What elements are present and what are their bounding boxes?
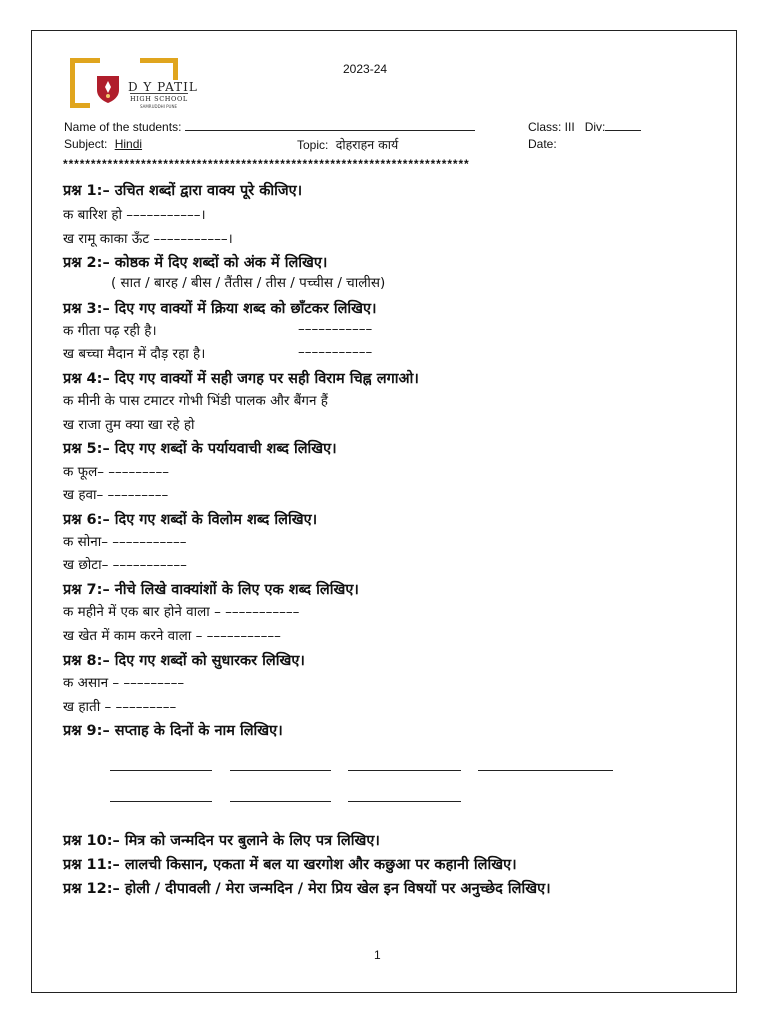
- school-location: SAMRUDDHI PUNE: [140, 104, 177, 109]
- q6-item-b: ख छोटा– –––––––––––: [63, 557, 187, 573]
- school-subtitle: HIGH SCHOOL: [130, 95, 188, 103]
- q4-item-a: क मीनी के पास टमाटर गोभी भिंडी पालक और बैंगन हैं: [63, 393, 328, 409]
- q9-answer-line: [348, 770, 461, 771]
- div-blank: [605, 119, 641, 131]
- school-name: D Y PATIL: [128, 80, 198, 94]
- div-label: Div:: [584, 120, 606, 134]
- subject-value: Hindi: [114, 137, 143, 151]
- q9-answer-line: [230, 770, 331, 771]
- question-5: प्रश्न 5:– दिए गए शब्दों के पर्यायवाची शब्द लिखिए।: [63, 441, 337, 457]
- question-1: प्रश्न 1:– उचित शब्दों द्वारा वाक्य पूरे कीजिए।: [63, 183, 303, 199]
- question-7: प्रश्न 7:– नीचे लिखे वाक्यांशों के लिए एक शब्द लिखिए।: [63, 582, 359, 598]
- q9-answer-line: [230, 801, 331, 802]
- q5-item-a: क फूल– –––––––––: [63, 464, 170, 480]
- q3-item-a: क गीता पढ़ रही है।: [63, 323, 157, 339]
- date-label: Date:: [528, 137, 557, 151]
- question-2: प्रश्न 2:– कोष्ठक में दिए शब्दों को अंक में लिखिए।: [63, 255, 328, 271]
- q7-item-a: क महीने में एक बार होने वाला – –––––––––––: [63, 604, 300, 620]
- q5-item-b: ख हवा– –––––––––: [63, 487, 169, 503]
- question-11: प्रश्न 11:– लालची किसान, एकता में बल या खरगोश और कछुआ पर कहानी लिखिए।: [63, 857, 517, 873]
- q8-item-b: ख हाती – –––––––––: [63, 699, 177, 715]
- subject-label: Subject: Hindi: [64, 137, 143, 151]
- question-3: प्रश्न 3:– दिए गए वाक्यों में क्रिया शब्द को छाँटकर लिखिए।: [63, 301, 377, 317]
- q9-answer-line: [110, 770, 212, 771]
- topic-label: Topic: दोहराहन कार्य: [297, 137, 399, 152]
- topic-value: दोहराहन कार्य: [335, 137, 399, 152]
- q4-item-b: ख राजा तुम क्या खा रहे हो: [63, 417, 195, 433]
- question-9: प्रश्न 9:– सप्ताह के दिनों के नाम लिखिए।: [63, 723, 283, 739]
- q9-answer-line: [348, 801, 461, 802]
- question-4: प्रश्न 4:– दिए गए वाक्यों में सही जगह पर सही विराम चिह्न लगाओ।: [63, 371, 419, 387]
- question-12: प्रश्न 12:– होली / दीपावली / मेरा जन्मदिन / मेरा प्रिय खेल इन विषयों पर अनुच्छेद लिखिए।: [63, 881, 551, 897]
- q1-item-a: क बारिश हो –––––––––––।: [63, 207, 206, 223]
- separator: *************************************************************************: [63, 157, 470, 171]
- q3-blank-a: –––––––––––: [298, 321, 373, 337]
- question-6: प्रश्न 6:– दिए गए शब्दों के विलोम शब्द लिखिए।: [63, 512, 318, 528]
- q2-options: ( सात / बारह / बीस / तैंतीस / तीस / पच्चीस / चालीस): [111, 275, 386, 291]
- question-8: प्रश्न 8:– दिए गए शब्दों को सुधारकर लिखिए।: [63, 653, 305, 669]
- q7-item-b: ख खेत में काम करने वाला – –––––––––––: [63, 628, 281, 644]
- class-label: Class: III Div:: [528, 119, 641, 134]
- q9-answer-line: [478, 770, 613, 771]
- q3-blank-b: –––––––––––: [298, 344, 373, 360]
- academic-year: 2023-24: [343, 62, 388, 76]
- shield-icon: [95, 74, 121, 104]
- page-number: 1: [374, 948, 381, 962]
- question-10: प्रश्न 10:– मित्र को जन्मदिन पर बुलाने के लिए पत्र लिखिए।: [63, 833, 380, 849]
- q9-answer-line: [110, 801, 212, 802]
- name-blank: [185, 119, 475, 131]
- q1-item-b: ख रामू काका ऊँट –––––––––––।: [63, 231, 233, 247]
- name-label: Name of the students:: [64, 119, 475, 134]
- q8-item-a: क असान – –––––––––: [63, 675, 185, 691]
- q6-item-a: क सोना– –––––––––––: [63, 534, 187, 550]
- q3-item-b: ख बच्चा मैदान में दौड़ रहा है।: [63, 346, 206, 362]
